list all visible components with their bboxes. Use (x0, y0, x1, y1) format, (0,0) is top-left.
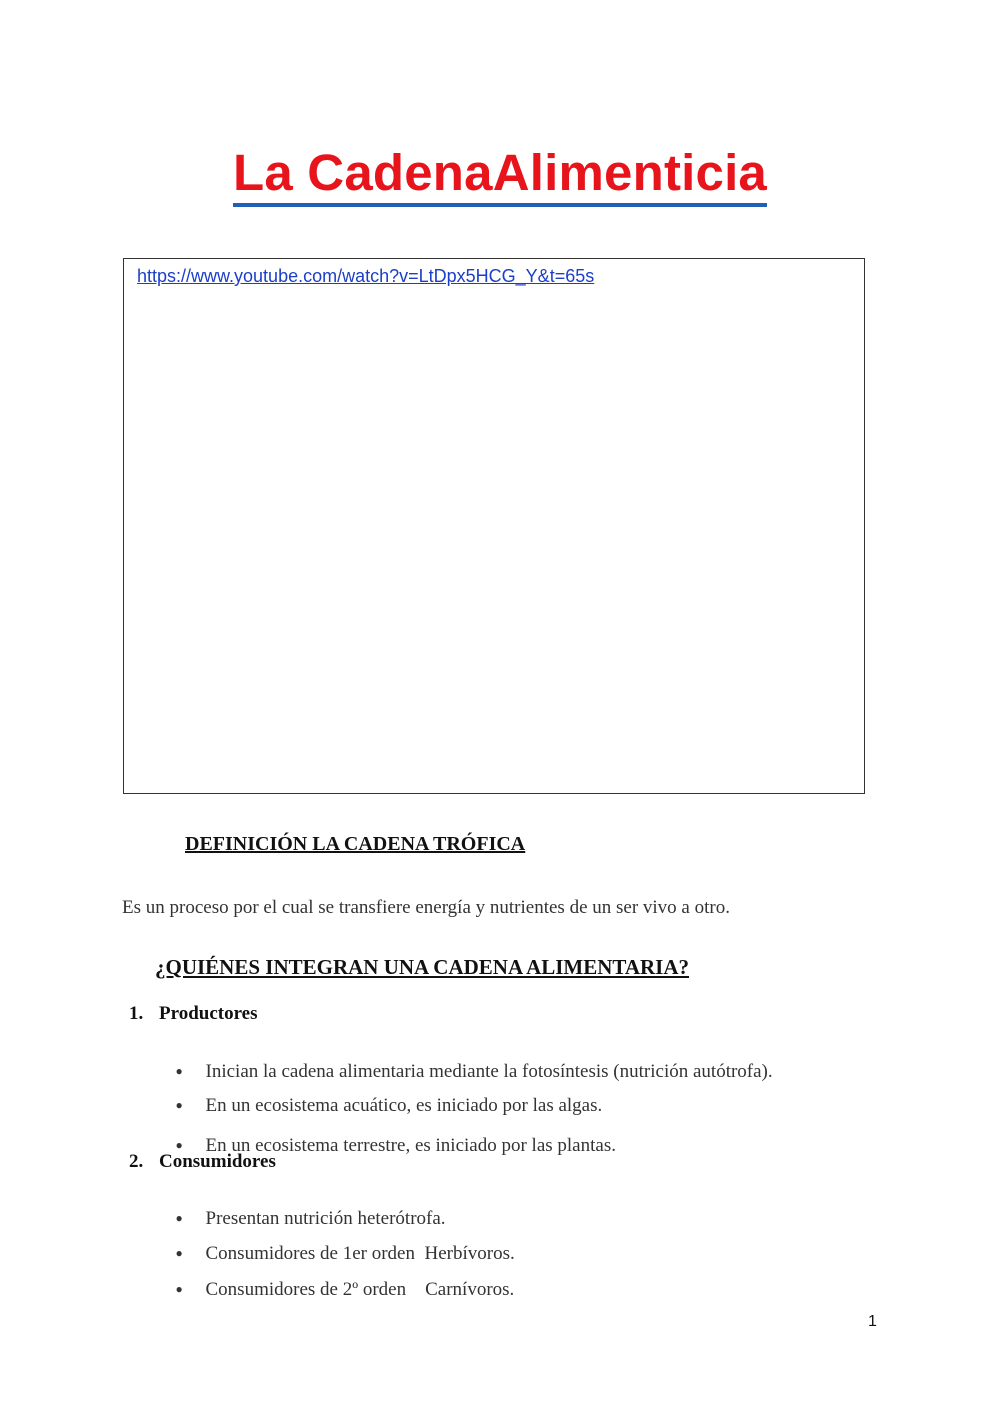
bullet-dot-icon: ● (175, 1211, 183, 1225)
list-number: 1. (129, 1003, 144, 1024)
list-item-productores (129, 1003, 258, 1025)
definition-text: Es un proceso por el cual se transfiere energía y nutrientes de un ser vivo a otro. (122, 897, 730, 918)
page-title-text: La CadenaAlimenticia (233, 143, 767, 207)
list-label: Productores (159, 1003, 258, 1024)
bullet-text: Presentan nutrición heterótrofa. (205, 1208, 446, 1229)
bullet-dot-icon: ● (175, 1246, 183, 1260)
list-label: Consumidores (159, 1151, 276, 1172)
bullet-text: Inician la cadena alimentaria mediante la fotosíntesis (nutrición autótrofa). (205, 1061, 773, 1082)
bullet-dot-icon: ● (175, 1138, 183, 1152)
bullet-text: Consumidores de 1er orden Herbívoros. (205, 1243, 515, 1264)
list-number: 2. (129, 1151, 144, 1172)
bullet-item (166, 1257, 514, 1301)
definition-heading: DEFINICIÓN LA CADENA TRÓFICA (185, 833, 526, 855)
video-embed-box[interactable] (123, 258, 865, 794)
page-number: 1 (868, 1313, 877, 1330)
bullet-dot-icon: ● (175, 1282, 183, 1296)
video-link[interactable]: https://www.youtube.com/watch?v=LtDpx5HCG_Y&t=65s (137, 266, 595, 286)
bullet-dot-icon: ● (175, 1064, 183, 1078)
bullet-text: Consumidores de 2º orden Carnívoros. (205, 1279, 515, 1300)
page-title (0, 143, 1000, 207)
list-item-consumidores (129, 1151, 276, 1173)
bullet-item (166, 1073, 602, 1117)
integrants-heading: ¿QUIÉNES INTEGRAN UNA CADENA ALIMENTARIA? (155, 955, 690, 979)
bullet-text: En un ecosistema acuático, es iniciado por las algas. (205, 1095, 603, 1116)
bullet-text: En un ecosistema terrestre, es iniciado por las plantas. (205, 1135, 616, 1156)
bullet-dot-icon: ● (175, 1098, 183, 1112)
